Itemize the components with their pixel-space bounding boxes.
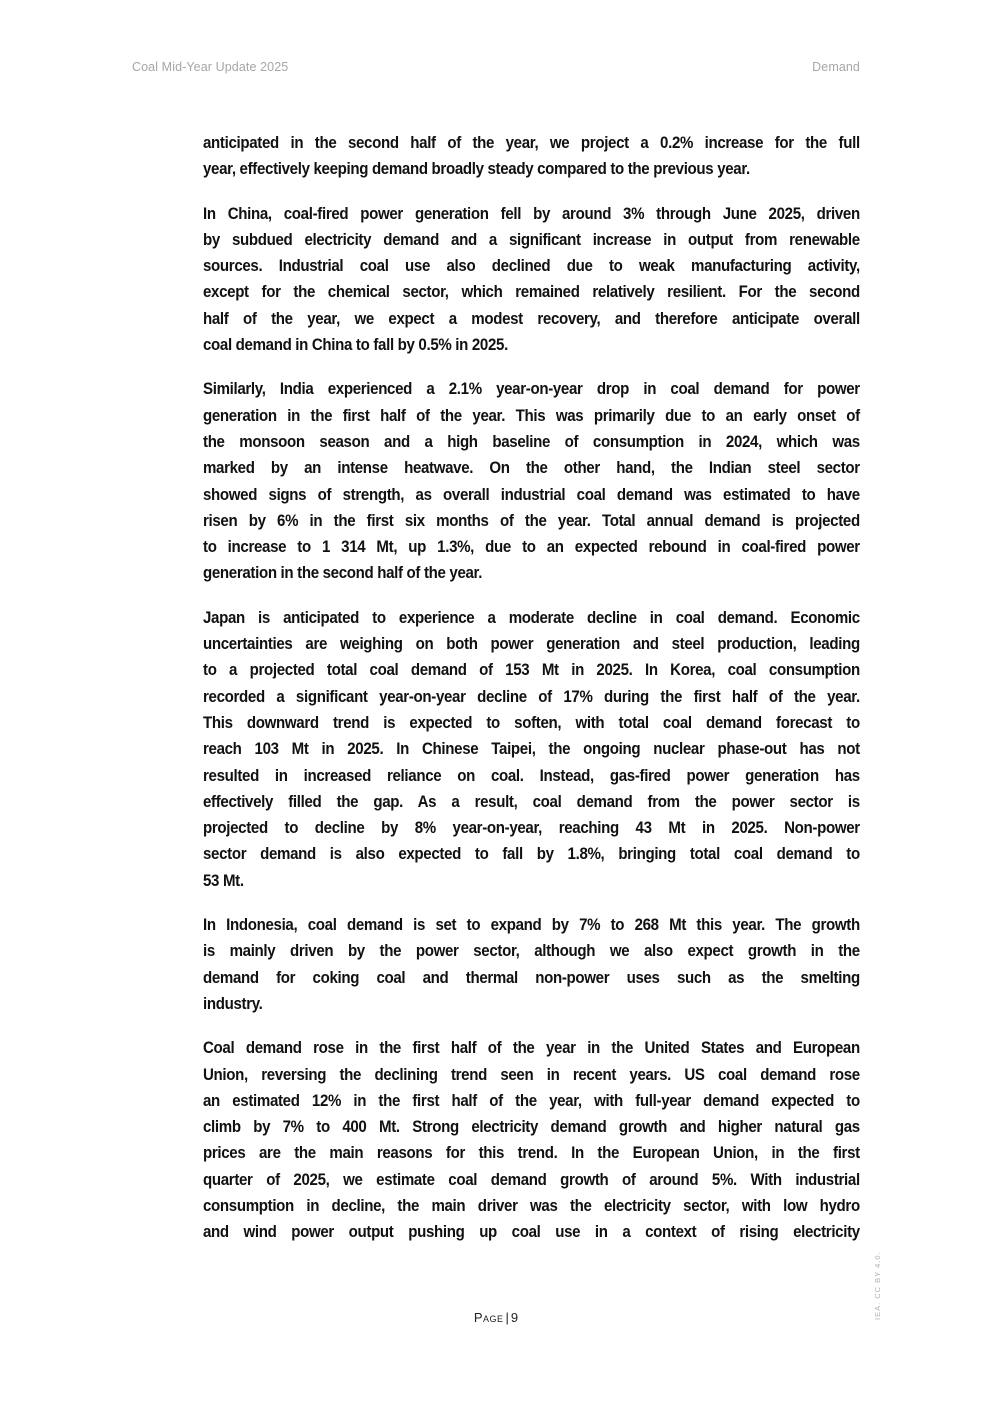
text-line: except for the chemical sector, which remained relatively resilient. For the second [203, 283, 860, 302]
text-line: sources. Industrial coal use also declined due to weak manufacturing activity, [203, 257, 860, 276]
page-separator: | [505, 1310, 509, 1325]
text-line: by subdued electricity demand and a significant increase in output from renewable [203, 230, 860, 249]
text-line: In Indonesia, coal demand is set to expand by 7% to 268 Mt this year. The growth [203, 916, 860, 935]
page-number: 9 [510, 1310, 519, 1325]
license-notice: IEA. CC BY 4.0. [873, 1251, 882, 1320]
paragraph-china [203, 201, 860, 359]
text-line: an estimated 12% in the first half of the year, with full-year demand expected to [203, 1091, 860, 1110]
text-line: In China, coal-fired power generation fell by around 3% through June 2025, driven [203, 204, 860, 223]
text-line: consumption in decline, the main driver was the electricity sector, with low hydro [203, 1196, 860, 1215]
paragraph-indonesia [203, 912, 860, 1017]
paragraph-india [203, 376, 860, 586]
text-line: risen by 6% in the first six months of the year. Total annual demand is projected [203, 511, 860, 530]
body-text [203, 130, 860, 1264]
text-line: the monsoon season and a high baseline of consumption in 2024, which was [203, 432, 860, 451]
text-line: marked by an intense heatwave. On the other hand, the Indian steel sector [203, 459, 860, 478]
report-title-header: Coal Mid-Year Update 2025 [132, 60, 289, 74]
text-line: Coal demand rose in the first half of the year in the United States and European [203, 1039, 860, 1058]
text-line: generation in the first half of the year. This was primarily due to an early onset of [203, 406, 860, 425]
text-line: effectively filled the gap. As a result, coal demand from the power sector is [203, 792, 860, 811]
text-line: Union, reversing the declining trend seen in recent years. US coal demand rose [203, 1065, 860, 1084]
text-line: 53 Mt. [203, 871, 244, 890]
text-line: recorded a significant year-on-year decline of 17% during the first half of the year. [203, 687, 860, 706]
text-line: projected to decline by 8% year-on-year, reaching 43 Mt in 2025. Non-power [203, 819, 860, 838]
text-line: to a projected total coal demand of 153 Mt in 2025. In Korea, coal consumption [203, 661, 860, 680]
paragraph-united-states-european-union [203, 1035, 860, 1245]
paragraph-japan-korea-chinese-taipei [203, 605, 860, 894]
text-line: demand for coking coal and thermal non-power uses such as the smelting [203, 968, 860, 987]
page-footer [0, 1310, 992, 1325]
text-line: to increase to 1 314 Mt, up 1.3%, due to an expected rebound in coal-fired power [203, 538, 860, 557]
text-line: Similarly, India experienced a 2.1% year-on-year drop in coal demand for power [203, 380, 860, 399]
text-line: industry. [203, 994, 263, 1013]
text-line: sector demand is also expected to fall by 1.8%, bringing total coal demand to [203, 845, 860, 864]
text-line: reach 103 Mt in 2025. In Chinese Taipei, the ongoing nuclear phase-out has not [203, 740, 860, 759]
text-line: quarter of 2025, we estimate coal demand growth of around 5%. With industrial [203, 1170, 860, 1189]
text-line: uncertainties are weighing on both power generation and steel production, leading [203, 635, 860, 654]
text-line: coal demand in China to fall by 0.5% in 2025. [203, 336, 508, 355]
text-line: year, effectively keeping demand broadly steady compared to the previous year. [203, 160, 750, 179]
text-line: prices are the main reasons for this trend. In the European Union, in the first [203, 1144, 860, 1163]
text-line: resulted in increased reliance on coal. Instead, gas-fired power generation has [203, 766, 860, 785]
text-line: is mainly driven by the power sector, although we also expect growth in the [203, 942, 860, 961]
text-line: half of the year, we expect a modest recovery, and therefore anticipate overall [203, 309, 860, 328]
text-line: Japan is anticipated to experience a moderate decline in coal demand. Economic [203, 608, 860, 627]
section-name-header: Demand [812, 60, 860, 74]
paragraph-continuation [203, 130, 860, 183]
page-label: Page [473, 1310, 504, 1325]
text-line: generation in the second half of the year. [203, 564, 483, 583]
text-line: and wind power output pushing up coal use in a context of rising electricity [203, 1223, 860, 1242]
text-line: anticipated in the second half of the year, we project a 0.2% increase for the full [203, 134, 860, 152]
text-line: climb by 7% to 400 Mt. Strong electricity demand growth and higher natural gas [203, 1118, 860, 1137]
text-line: showed signs of strength, as overall industrial coal demand was estimated to have [203, 485, 860, 504]
text-line: This downward trend is expected to soften, with total coal demand forecast to [203, 713, 860, 732]
